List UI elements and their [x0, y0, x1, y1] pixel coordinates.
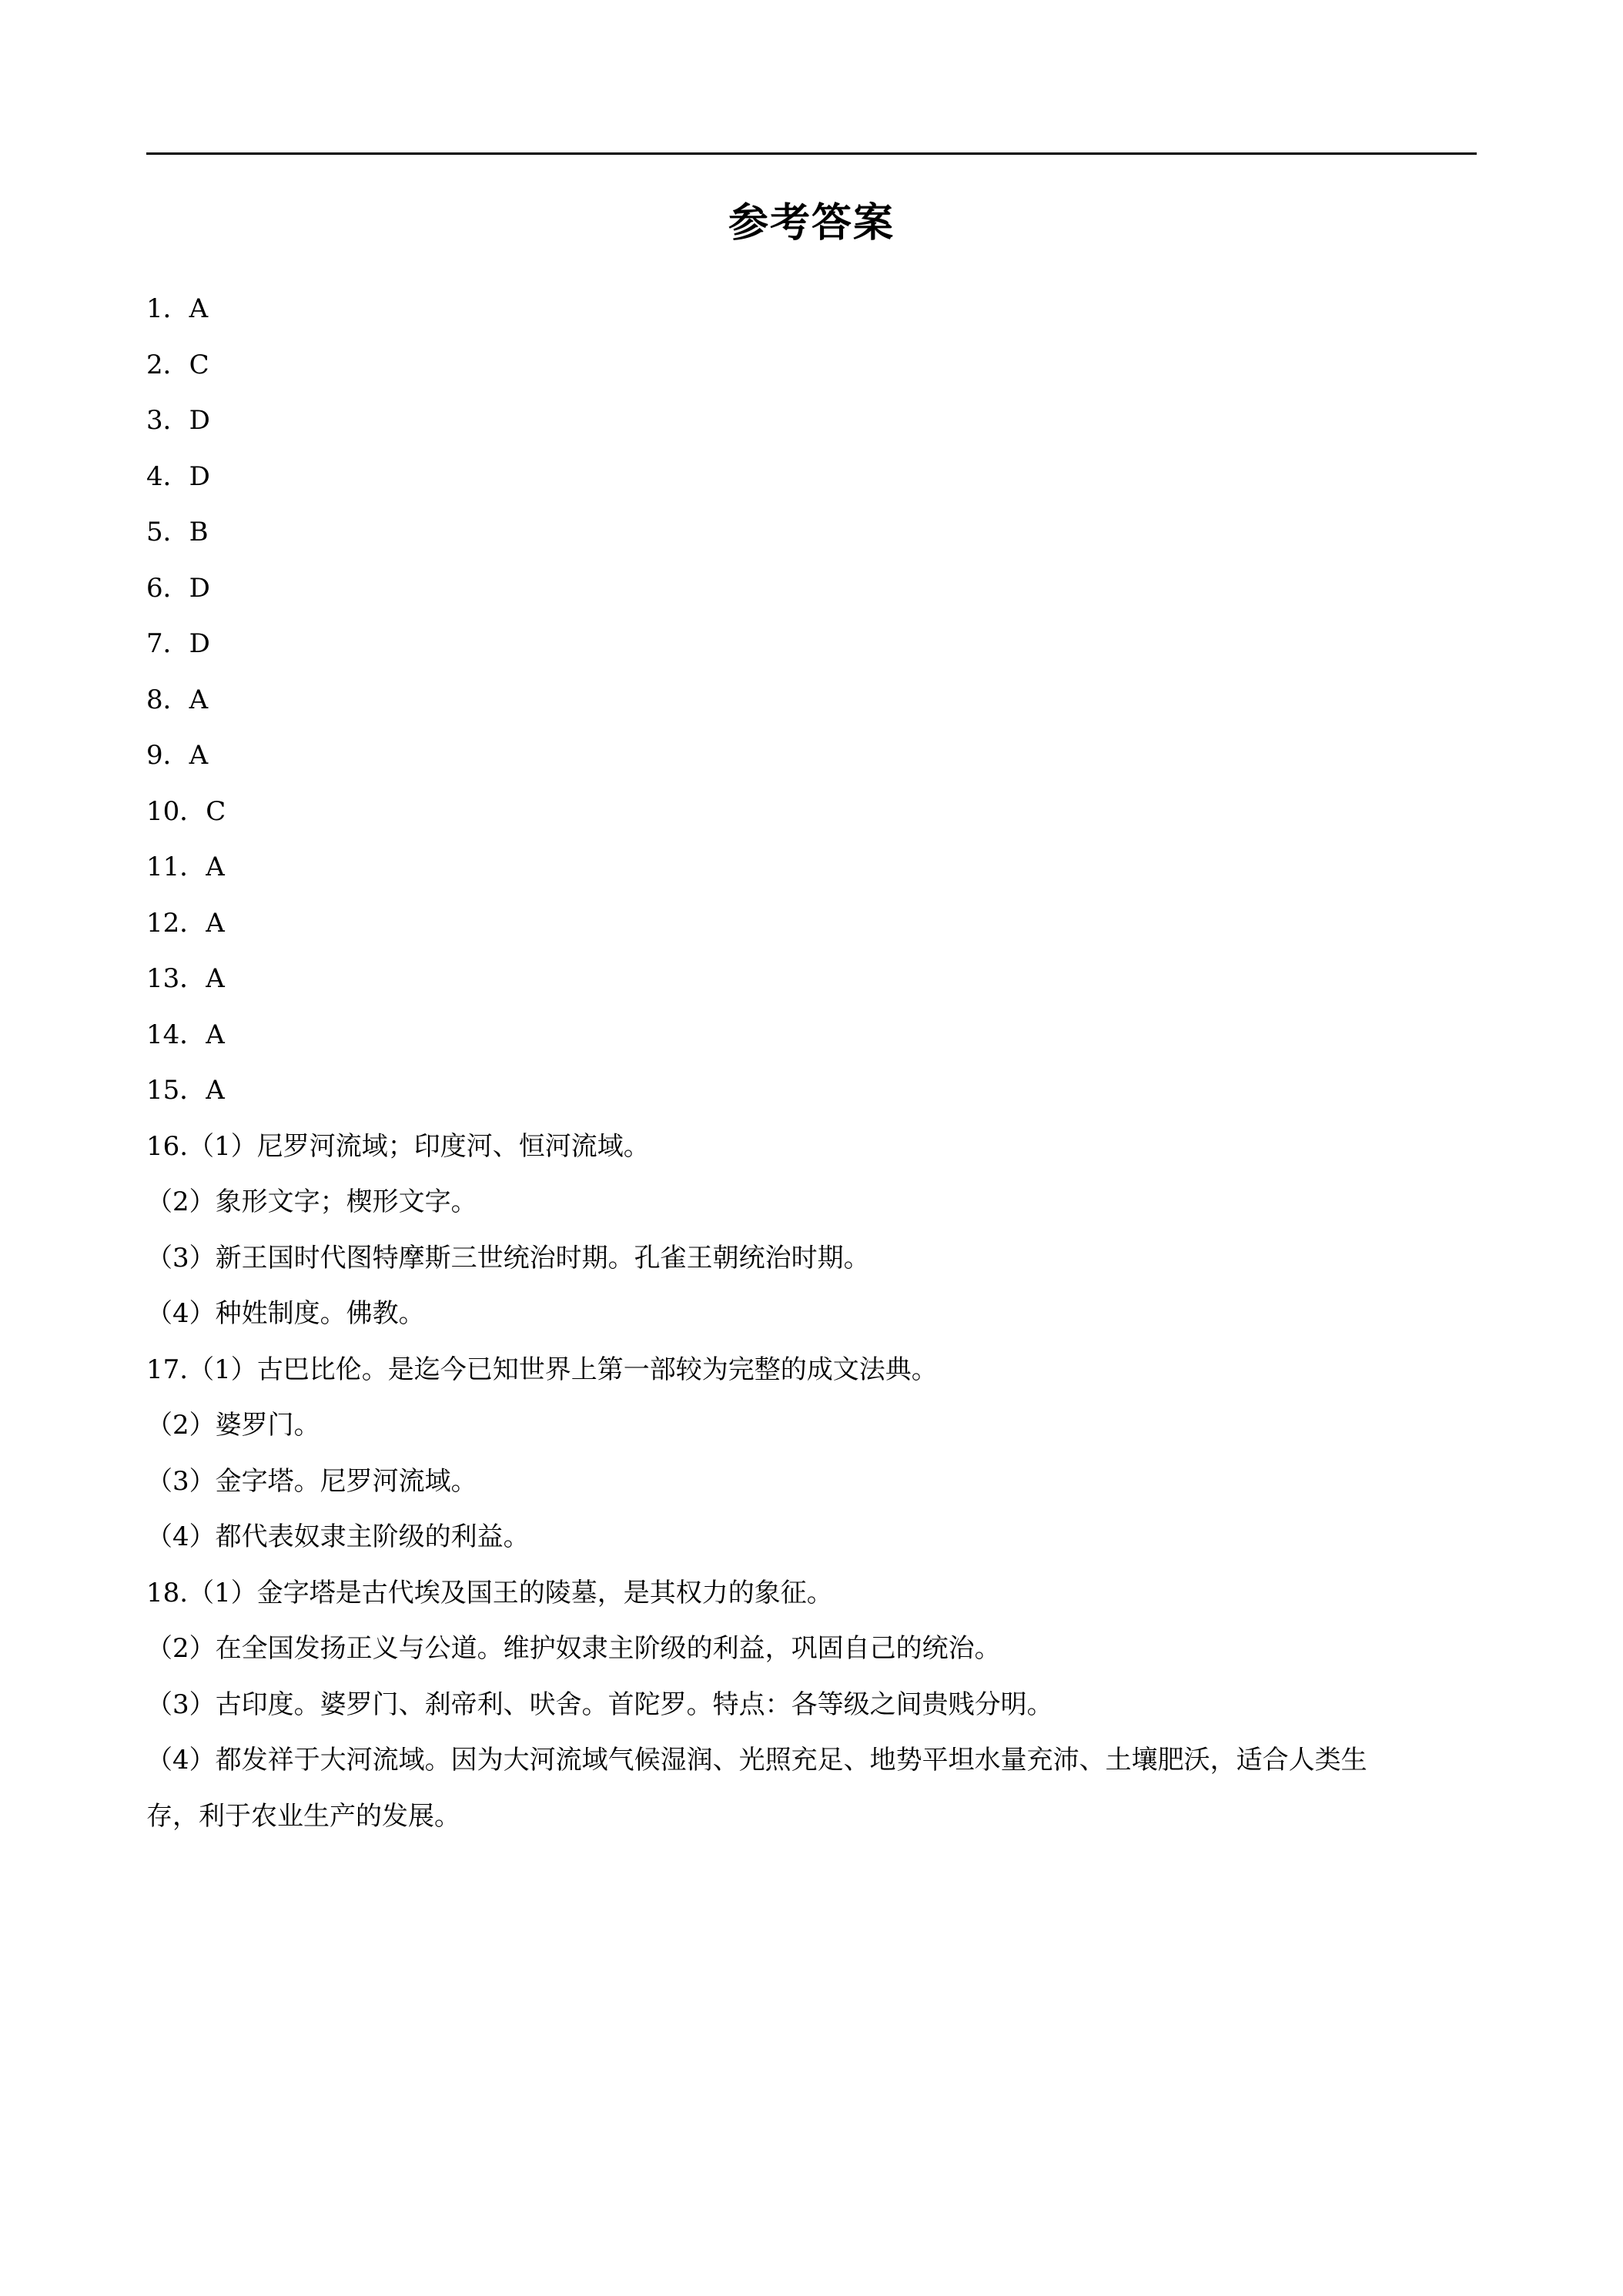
answer-line: 2．C — [146, 349, 209, 380]
answer-line: 17.（1）古巴比伦。是迄今已知世界上第一部较为完整的成文法典。 — [146, 1354, 938, 1385]
answer-line: 16.（1）尼罗河流域；印度河、恒河流域。 — [146, 1130, 650, 1162]
answer-line: 12．A — [146, 907, 225, 939]
answer-line: （2）象形文字；楔形文字。 — [146, 1186, 477, 1217]
answer-line: （4）都代表奴隶主阶级的利益。 — [146, 1521, 530, 1552]
answer-line: （3）金字塔。尼罗河流域。 — [146, 1465, 477, 1497]
answer-line: 11．A — [146, 852, 225, 882]
answer-line: 15．A — [146, 1075, 225, 1106]
answer-line: （4）种姓制度。佛教。 — [146, 1298, 425, 1329]
answer-line: 6．D — [146, 572, 210, 604]
answer-line: （4）都发祥于大河流域。因为大河流域气候湿润、光照充足、地势平坦水量充沛、土壤肥沃，适合人类生 — [146, 1745, 1367, 1776]
answer-line: 3．D — [146, 405, 210, 436]
answer-line: 4．D — [146, 460, 210, 492]
answer-line: 7．D — [146, 628, 210, 659]
answer-list — [146, 281, 1477, 1844]
answer-line: 8．A — [146, 684, 209, 715]
answer-line: （3）新王国时代图特摩斯三世统治时期。孔雀王朝统治时期。 — [146, 1242, 870, 1274]
header-rule — [146, 152, 1477, 155]
answer-line: 10．C — [146, 795, 226, 827]
answer-line: 存，利于农业生产的发展。 — [146, 1800, 460, 1832]
answer-line: 13．A — [146, 963, 225, 994]
answer-line: （2）在全国发扬正义与公道。维护奴隶主阶级的利益，巩固自己的统治。 — [146, 1633, 1001, 1664]
page-title: 参考答案 — [728, 200, 895, 246]
answer-line: 18.（1）金字塔是古代埃及国王的陵墓，是其权力的象征。 — [146, 1577, 833, 1608]
answer-line: 9．A — [146, 740, 209, 771]
answer-line: 1．A — [146, 293, 209, 324]
answer-line: 5．B — [146, 517, 209, 547]
answer-line: 14．A — [146, 1019, 225, 1050]
answer-line: （2）婆罗门。 — [146, 1410, 320, 1441]
answer-line: （3）古印度。婆罗门、刹帝利、吠舍。首陀罗。特点：各等级之间贵贱分明。 — [146, 1689, 1053, 1720]
